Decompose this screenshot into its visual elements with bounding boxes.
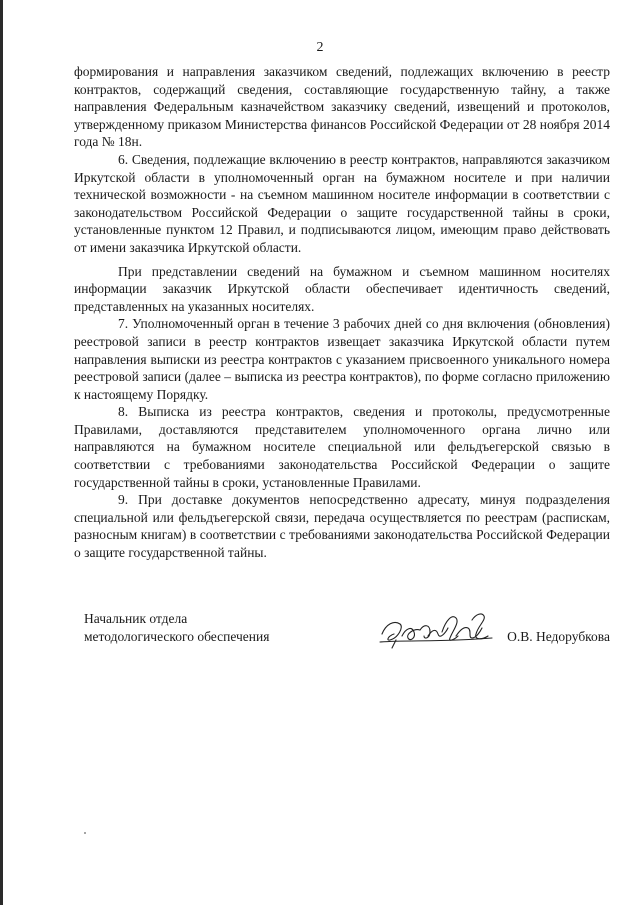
page-left-edge [0,0,3,905]
handwritten-signature [376,610,496,652]
paragraph-item-9: 9. При доставке документов непосредственно адресату, минуя подразделения специальной или фельдъегерской связи, передача осуществляется по реестрам (распискам, разносным книгам) в соответствии с требованиями законодательства Российской Федерации о защите государственной тайны. [74,492,610,561]
signatory-position-line2: методологического обеспечения [84,628,270,644]
document-body [74,63,610,562]
signatory-name: О.В. Недорубкова [507,628,610,644]
paragraph-representation: При представлении сведений на бумажном и съемном машинном носителях информации заказчик Иркутской области обеспечивает идентичность сведений, представленных на указанных носителях. [74,263,610,314]
paragraph-continuation: формирования и направления заказчиком сведений, подлежащих включению в реестр контрактов, содержащий сведения, составляющие государственную тайну, а также направления Федеральным казначейством заказчику сведений, извещений и протоколов, утвержденному приказом Министерства финансов Российской Федерации от 28 ноября 2014 года № 18н. [74,64,610,150]
page-number: 2 [316,40,324,55]
paragraph-item-7: 7. Уполномоченный орган в течение 3 рабочих дней со дня включения (обновления) реестровой записи в реестр контрактов извещает заказчика Иркутской области путем направления выписки из реестра контрактов с указанием присвоенного уникального номера реестровой записи (далее – выписка из реестра контрактов), по форме согласно приложению к настоящему Порядку. [74,316,610,402]
signatory-position-line1: Начальник отдела [84,611,188,626]
paragraph-item-6: 6. Сведения, подлежащие включению в реестр контрактов, направляются заказчиком Иркутской области в уполномоченный орган на бумажном носителе и при наличии технической возможности - на съемном машинном носителе информации в соответствии с законодательством Российской Федерации о защите государственной тайны в сроки, установленные пунктом 12 Правил, и подписываются лицом, имеющим право действовать от имени заказчика Иркутской области. [74,151,610,255]
paragraph-item-8: 8. Выписка из реестра контрактов, сведения и протоколы, предусмотренные Правилами, доставляются представителем уполномоченного органа лично или направляются на бумажном носителе специальной или фельдъегерской связью в соответствии с требованиями законодательства Российской Федерации о защите государственной тайны в сроки, установленные Правилами. [74,404,610,490]
signature-block [84,610,610,660]
signatory-position [84,610,269,645]
scan-speck [84,832,86,834]
